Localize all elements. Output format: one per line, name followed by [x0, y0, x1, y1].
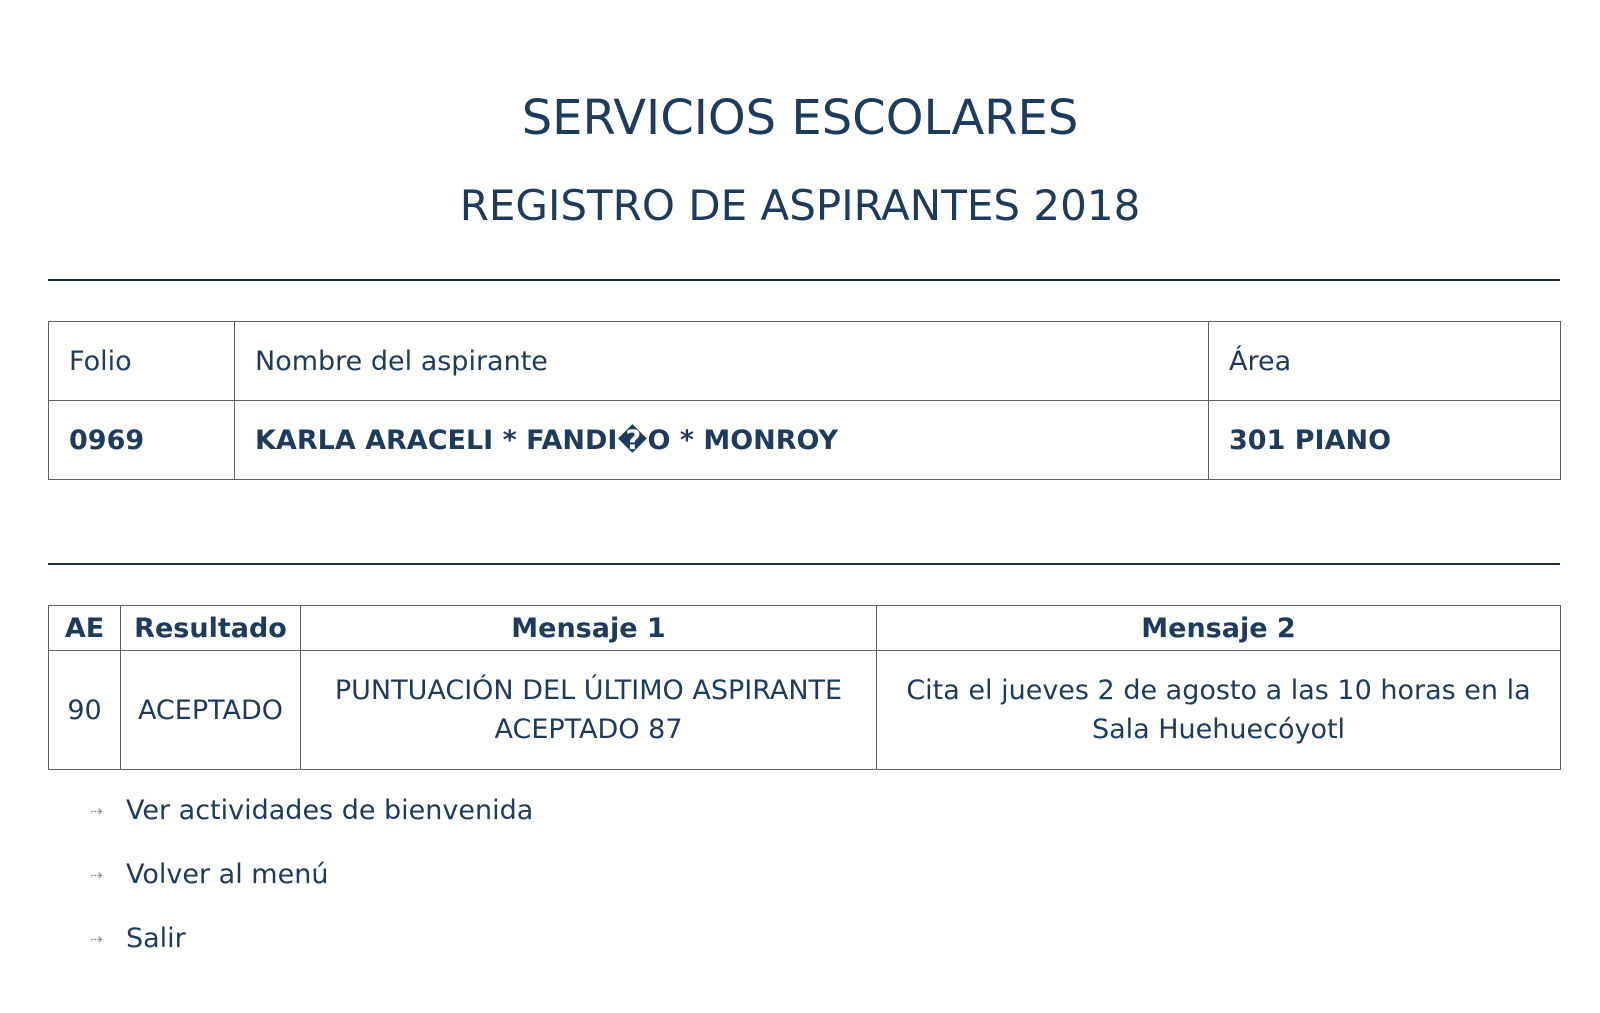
link-item-exit — [90, 923, 533, 987]
applicant-name-value: KARLA ARACELI * FANDI�O * MONROY — [235, 401, 1209, 480]
message2-header: Mensaje 2 — [877, 606, 1561, 651]
area-value: 301 PIANO — [1209, 401, 1561, 480]
applicant-data-row — [49, 401, 1561, 480]
name-header: Nombre del aspirante — [235, 322, 1209, 401]
back-to-menu-link[interactable]: Volver al menú — [126, 859, 329, 890]
ae-value: 90 — [49, 651, 121, 770]
exit-link[interactable]: Salir — [126, 923, 186, 954]
result-header: Resultado — [121, 606, 301, 651]
area-header: Área — [1209, 322, 1561, 401]
page-subtitle: REGISTRO DE ASPIRANTES 2018 — [459, 181, 1141, 230]
arrow-icon: ⇢ — [90, 866, 103, 884]
folio-header: Folio — [49, 322, 235, 401]
applicant-header-row — [49, 322, 1561, 401]
results-header-row — [49, 606, 1561, 651]
message2-value: Cita el jueves 2 de agosto a las 10 horas en la Sala Huehuecóyotl — [877, 651, 1561, 770]
ae-header: AE — [49, 606, 121, 651]
navigation-links — [90, 795, 533, 987]
results-data-row — [49, 651, 1561, 770]
arrow-icon: ⇢ — [90, 802, 103, 820]
divider-middle — [48, 563, 1560, 565]
arrow-icon: ⇢ — [90, 930, 103, 948]
result-value: ACEPTADO — [121, 651, 301, 770]
link-item-menu — [90, 859, 533, 923]
message1-value: PUNTUACIÓN DEL ÚLTIMO ASPIRANTE ACEPTADO 87 — [301, 651, 877, 770]
welcome-activities-link[interactable]: Ver actividades de bienvenida — [126, 795, 534, 826]
folio-value: 0969 — [49, 401, 235, 480]
page-title: SERVICIOS ESCOLARES — [521, 90, 1079, 146]
applicant-table — [48, 321, 1561, 480]
message1-header: Mensaje 1 — [301, 606, 877, 651]
link-item-welcome — [90, 795, 533, 859]
divider-top — [48, 279, 1560, 281]
results-table — [48, 605, 1561, 770]
